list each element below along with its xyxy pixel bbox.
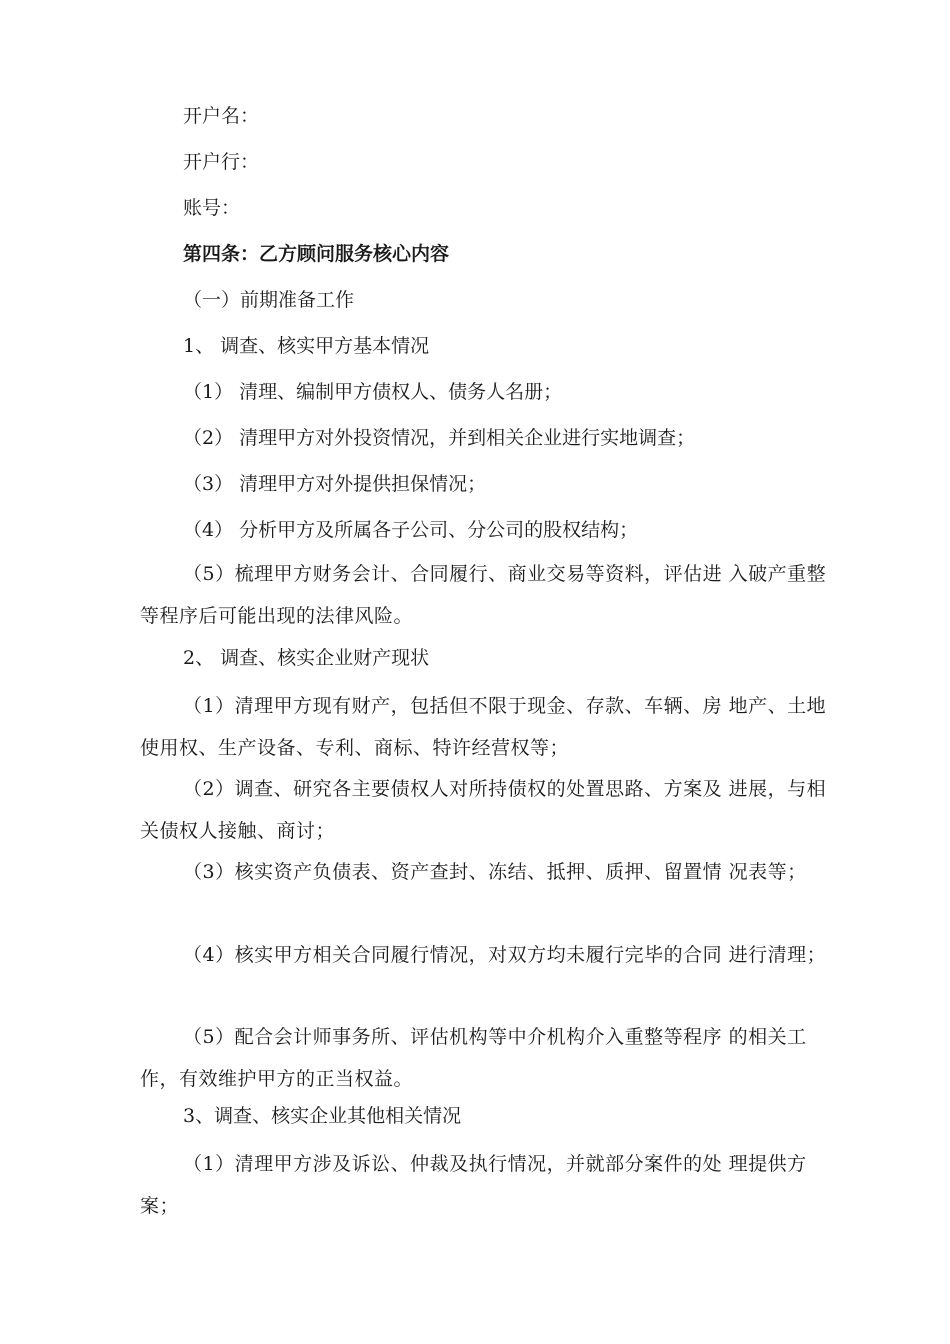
section-1-title: （一）前期准备工作 [183,289,355,311]
item-1-sub-5: （5）梳理甲方财务会计、合同履行、商业交易等资料，评估进 入破产重整等程序后可能出现的法律风险。 [140,563,827,627]
account-name-label: 开户名： [183,105,260,127]
item-2-sub-2: （2）调查、研究各主要债权人对所持债权的处置思路、方案及 进展，与相关债权人接触、商讨； [140,778,827,842]
item-1-sub-2: （2） 清理甲方对外投资情况，并到相关企业进行实地调查； [183,427,696,449]
item-2-sub-1: （1）清理甲方现有财产，包括但不限于现金、存款、车辆、房 地产、土地使用权、生产设备、专利、商标、特许经营权等； [140,695,827,759]
article-4-title: 第四条：乙方顾问服务核心内容 [183,243,450,265]
bank-label: 开户行： [183,151,260,173]
item-2-title: 2、 调查、核实企业财产现状 [183,647,430,669]
item-1-sub-1: （1） 清理、编制甲方债权人、债务人名册； [183,381,563,403]
item-2-sub-3: （3）核实资产负债表、资产查封、冻结、抵押、质押、留置情 况表等； [183,861,807,883]
item-3-sub-1: （1）清理甲方涉及诉讼、仲裁及执行情况，并就部分案件的处 理提供方案； [140,1153,807,1217]
item-2-sub-5: （5）配合会计师事务所、评估机构等中介机构介入重整等程序 的相关工作，有效维护甲方的正当权益。 [140,1026,807,1090]
account-number-label: 账号： [183,197,241,219]
item-2-sub-4: （4）核实甲方相关合同履行情况，对双方均未履行完毕的合同 进行清理； [183,944,827,966]
item-3-title: 3、调查、核实企业其他相关情况 [183,1105,462,1127]
item-1-sub-4: （4） 分析甲方及所属各子公司、分公司的股权结构； [183,519,639,541]
item-1-title: 1、 调查、核实甲方基本情况 [183,335,430,357]
item-1-sub-3: （3） 清理甲方对外提供担保情况； [183,473,487,495]
